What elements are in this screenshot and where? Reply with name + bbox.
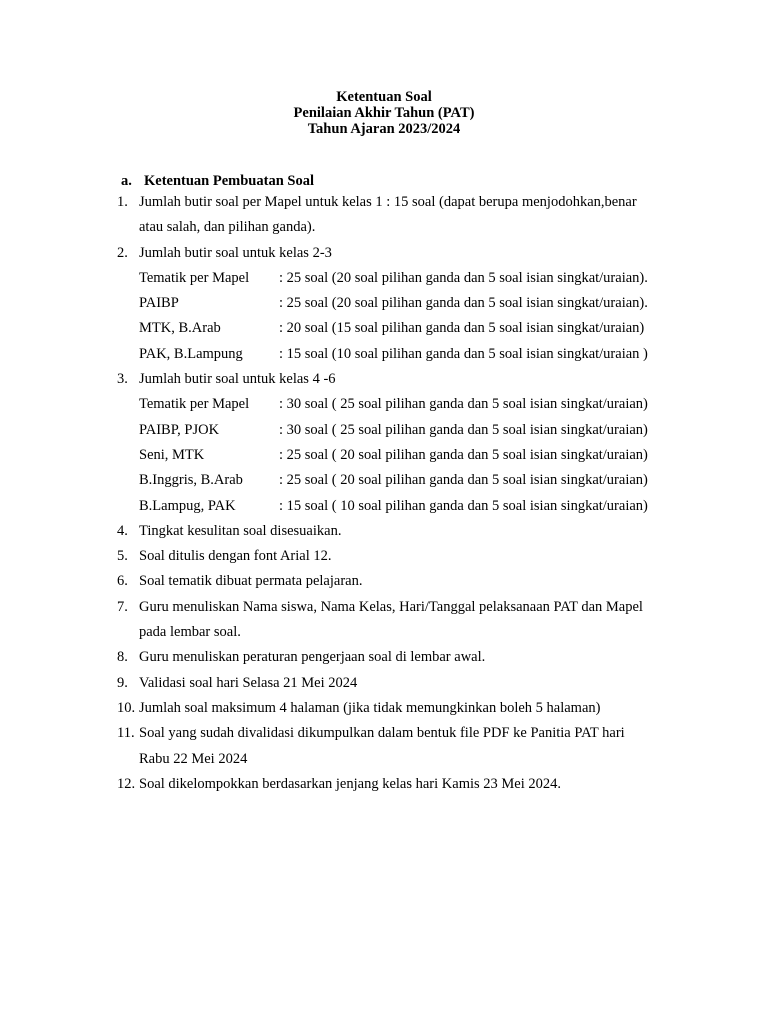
sub-row [139,392,697,417]
subject-value: : 30 soal ( 25 soal pilihan ganda dan 5 soal isian singkat/uraian) [279,421,648,438]
item-text: Jumlah butir soal untuk kelas 4 -6 [139,371,336,388]
header-academic-year: Tahun Ajaran 2023/2024 [307,121,461,137]
item-text: Soal dikelompokkan berdasarkan jenjang kelas hari Kamis 23 Mei 2024. [139,775,562,792]
subject-name: Tematik per Mapel [139,396,250,413]
item-number: 11. [117,725,135,742]
subject-value: : 25 soal (20 soal pilihan ganda dan 5 soal isian singkat/uraian). [279,295,648,312]
list-item [117,241,697,367]
subject-value: : 25 soal (20 soal pilihan ganda dan 5 soal isian singkat/uraian). [279,269,648,286]
item-text: Tingkat kesulitan soal disesuaikan. [139,522,342,539]
subject-name: MTK, B.Arab [139,320,221,337]
subject-value: : 30 soal ( 25 soal pilihan ganda dan 5 soal isian singkat/uraian) [279,396,648,413]
header-subtitle: Penilaian Akhir Tahun (PAT) [293,105,475,121]
item-text: Jumlah butir soal per Mapel untuk kelas 1 : 15 soal (dapat berupa menjodohkan,benar [139,194,637,210]
item-text: pada lembar soal. [139,624,241,641]
sub-row [139,494,697,519]
sub-row [139,316,697,341]
item-text: Soal ditulis dengan font Arial 12. [139,548,332,565]
subject-name: PAIBP, PJOK [139,421,220,438]
item-text: Soal tematik dibuat permata pelajaran. [139,573,363,590]
list-item [117,671,697,696]
subject-value: : 20 soal (15 soal pilihan ganda dan 5 soal isian singkat/uraian) [279,320,645,337]
subject-value: : 25 soal ( 20 soal pilihan ganda dan 5 soal isian singkat/uraian) [279,446,648,463]
list-item [117,519,697,544]
item-text: Jumlah butir soal untuk kelas 2-3 [139,244,332,261]
section-letter: a. [121,173,132,189]
sub-row [139,291,697,316]
item-text: atau salah, dan pilihan ganda). [139,219,316,236]
item-text: Validasi soal hari Selasa 21 Mei 2024 [139,674,358,691]
header-title: Ketentuan Soal [336,89,432,105]
item-text: Rabu 22 Mei 2024 [139,750,248,767]
subject-value: : 15 soal ( 10 soal pilihan ganda dan 5 soal isian singkat/uraian) [279,497,648,514]
list-item [117,595,697,646]
item-text: Jumlah soal maksimum 4 halaman (jika tidak memungkinkan boleh 5 halaman) [139,699,601,716]
subject-name: PAK, B.Lampung [139,345,243,362]
sub-row [139,468,697,493]
item-text: Soal yang sudah divalidasi dikumpulkan dalam bentuk file PDF ke Panitia PAT hari [139,725,625,742]
subject-name: PAIBP [139,295,179,312]
list-item [117,544,697,569]
sub-row [139,342,697,367]
item-number: 3. [117,371,128,388]
rules-list [117,190,697,797]
list-item [117,190,697,241]
item-number: 9. [117,674,128,691]
item-number: 7. [117,598,128,615]
item-number: 4. [117,522,128,539]
subject-name: Seni, MTK [139,446,205,463]
section-heading [121,173,314,189]
item-text: Guru menuliskan peraturan pengerjaan soal di lembar awal. [139,649,486,666]
item-text: Guru menuliskan Nama siswa, Nama Kelas, Hari/Tanggal pelaksanaan PAT dan Mapel [139,598,643,615]
document-header [0,89,768,137]
item-number: 8. [117,649,128,666]
list-item [117,569,697,594]
list-item [117,696,697,721]
item-number: 6. [117,573,128,590]
sub-row [139,266,697,291]
subject-name: B.Lampug, PAK [139,497,236,514]
list-item [117,721,697,772]
sub-row [139,418,697,443]
item-number: 10. [117,699,136,716]
sub-row [139,443,697,468]
list-item [117,367,697,519]
item-number: 12. [117,775,136,792]
subject-name: Tematik per Mapel [139,269,250,286]
subject-value: : 25 soal ( 20 soal pilihan ganda dan 5 soal isian singkat/uraian) [279,472,648,489]
subject-value: : 15 soal (10 soal pilihan ganda dan 5 soal isian singkat/uraian ) [279,345,648,362]
item-number: 5. [117,548,128,565]
list-item [117,645,697,670]
section-title: Ketentuan Pembuatan Soal [144,173,314,189]
item-number: 1. [117,194,128,210]
subject-name: B.Inggris, B.Arab [139,472,243,489]
list-item [117,772,697,797]
item-number: 2. [117,244,128,261]
